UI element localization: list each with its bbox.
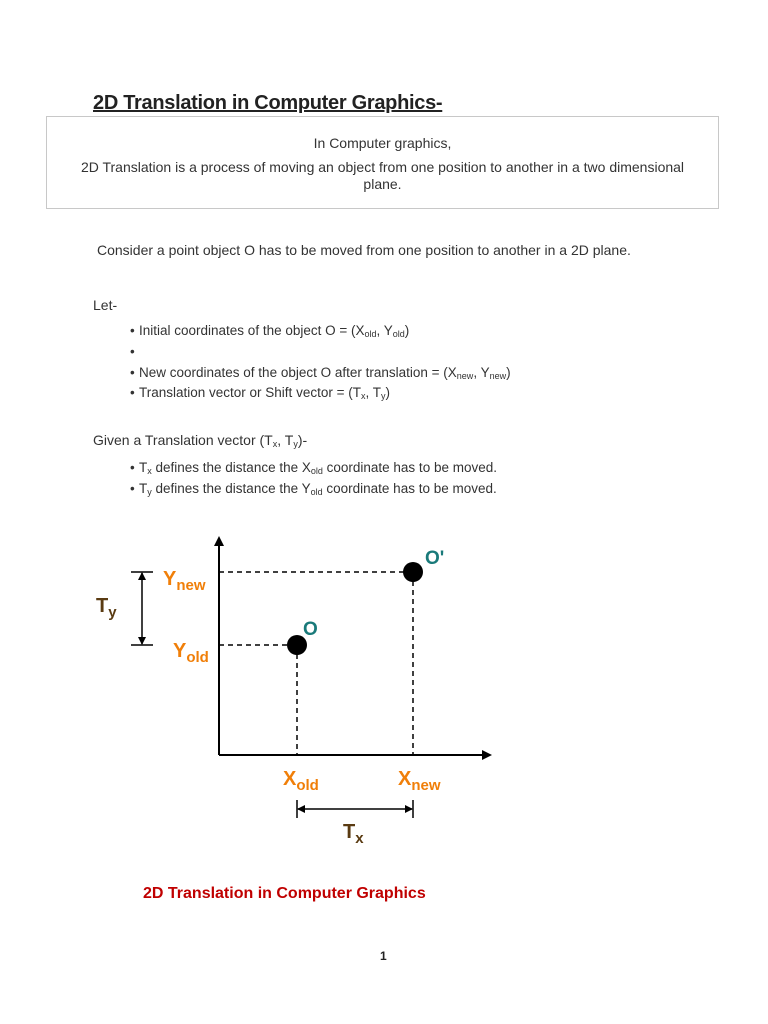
definition-box bbox=[46, 116, 719, 209]
bullet-dot: • bbox=[130, 344, 135, 359]
list-item-ty-definition: • $T_y$ defines the distance the $Y_{old}$ coordinate has to be moved. bbox=[130, 481, 497, 497]
list-item-new-coordinates: • New coordinates of the object O after translation = ($X_{new}$, $Y_{new}$) bbox=[130, 365, 511, 381]
bullet-dot: • bbox=[130, 460, 135, 475]
list-item-empty bbox=[130, 344, 139, 359]
list-item-tx-definition: • $T_x$ defines the distance the $X_{old}$ coordinate has to be moved. bbox=[130, 460, 497, 476]
definition-line-2: 2D Translation is a process of moving an object from one position to another in a two dimensional plane. bbox=[80, 159, 685, 192]
list-item-translation-vector: • Translation vector or Shift vector = ($T_x$, $T_y$) bbox=[130, 385, 390, 401]
point-o-label: O bbox=[303, 619, 318, 640]
y-new-label: $Y_{new}$ bbox=[163, 568, 206, 594]
translation-diagram bbox=[0, 520, 768, 920]
ty-label: $T_y$ bbox=[96, 595, 117, 621]
bullet-dot: • bbox=[130, 365, 135, 380]
diagram-caption: 2D Translation in Computer Graphics bbox=[143, 885, 426, 902]
x-new-label: $X_{new}$ bbox=[398, 768, 441, 794]
bullet-dot: • bbox=[130, 385, 135, 400]
page-number: 1 bbox=[380, 949, 387, 963]
bullet-dot: • bbox=[130, 323, 135, 338]
definition-line-1: In Computer graphics, bbox=[313, 135, 452, 151]
tx-label: $T_x$ bbox=[343, 821, 364, 847]
let-label: Let- bbox=[93, 297, 118, 313]
point-o-prime-label: O' bbox=[425, 548, 445, 569]
y-old-label: $Y_{old}$ bbox=[173, 640, 209, 666]
intro-paragraph: Consider a point object O has to be moved from one position to another in a 2D plane. bbox=[97, 242, 631, 258]
list-item-initial-coordinates: • Initial coordinates of the object $O = (X_{old}$, $Y_{old}$) bbox=[130, 323, 410, 339]
page-title: 2D Translation in Computer Graphics- bbox=[93, 92, 443, 114]
bullet-dot: • bbox=[130, 481, 135, 496]
x-old-label: $X_{old}$ bbox=[283, 768, 319, 794]
given-paragraph: Given a Translation vector ($T_x$, $T_y)-$ bbox=[93, 432, 308, 449]
point-o-prime-marker bbox=[403, 562, 423, 582]
